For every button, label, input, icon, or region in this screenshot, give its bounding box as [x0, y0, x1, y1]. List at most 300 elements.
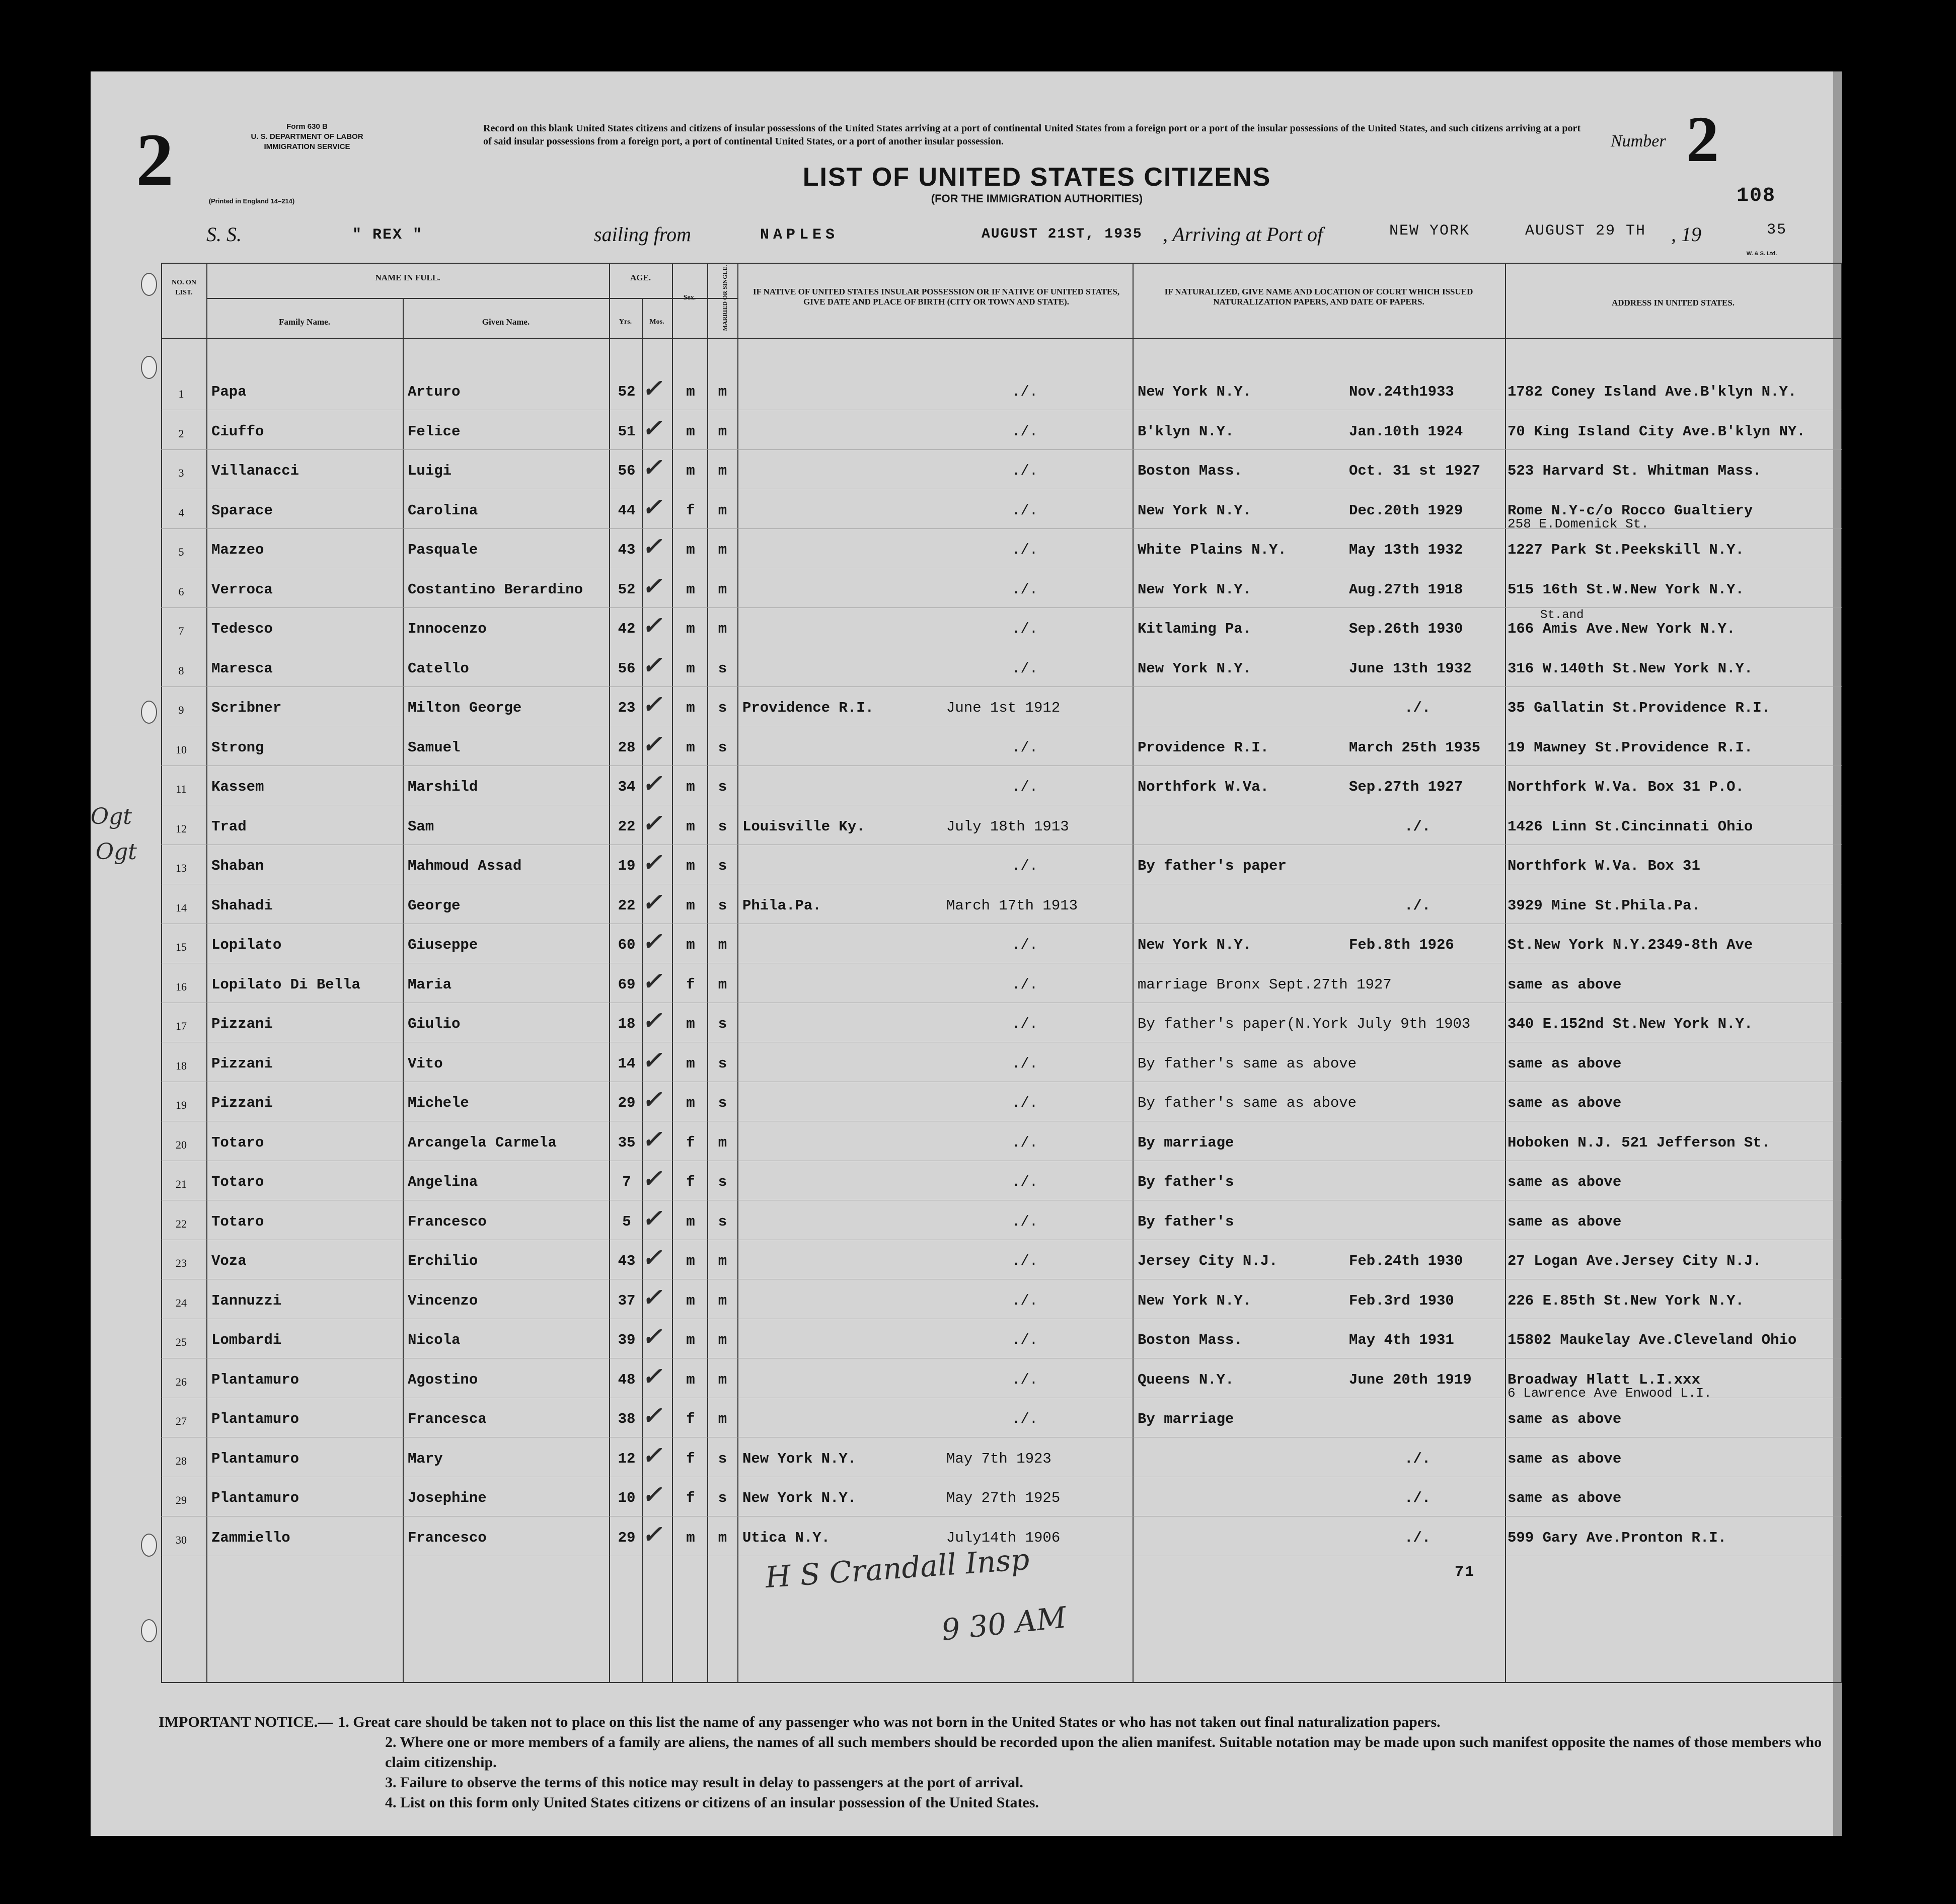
- check-mark-icon: ✓: [642, 967, 662, 996]
- cell-no: 11: [176, 783, 187, 795]
- cell-birth-date: ./.: [1012, 463, 1038, 479]
- check-mark-icon: ✓: [642, 691, 662, 719]
- arrive-date: AUGUST 29 TH: [1525, 222, 1646, 240]
- cell-birth-date: ./.: [1012, 779, 1038, 795]
- number-label: Number: [1611, 132, 1666, 150]
- cell-family: Plantamuro: [211, 1450, 299, 1467]
- cell-no: 25: [176, 1336, 187, 1348]
- notice-item-1: 1. Great care should be taken not to place on this list the name of any passenger who was not born in the United States or who has not taken out final naturalization papers.: [338, 1714, 1441, 1730]
- notice-item-3: 3. Failure to observe the terms of this notice may result in delay to passengers at the port of arrival.: [385, 1774, 1023, 1791]
- cell-court: By father's: [1138, 1213, 1234, 1230]
- cell-no: 20: [176, 1138, 187, 1151]
- cell-birth-date: March 17th 1913: [946, 897, 1078, 914]
- cell-nat-date: Jan.10th 1924: [1349, 423, 1463, 440]
- cell-given: Francesco: [408, 1529, 487, 1546]
- inspection-time: 9 30 AM: [940, 1600, 1068, 1647]
- cell-ms: m: [718, 502, 727, 519]
- cell-no: 21: [176, 1178, 187, 1190]
- cell-nat-date: ./.: [1404, 700, 1431, 716]
- check-mark-icon: ✓: [642, 888, 662, 917]
- cell-given: Milton George: [408, 700, 522, 716]
- cell-family: Ciuffo: [211, 423, 264, 440]
- cell-sex: m: [686, 1055, 695, 1072]
- manifest-sheet: [91, 71, 1842, 1836]
- cell-court: New York N.Y.: [1138, 937, 1252, 953]
- sheet-number: 2: [136, 118, 174, 202]
- cell-age: 19: [618, 858, 636, 874]
- cell-address: same as above: [1508, 1213, 1622, 1230]
- cell-given: Erchilio: [408, 1253, 478, 1269]
- sail-date: AUGUST 21ST, 1935: [982, 226, 1143, 242]
- cell-address: Northfork W.Va. Box 31 P.O.: [1508, 779, 1744, 795]
- cell-age: 52: [618, 581, 636, 598]
- cell-nat-date: ./.: [1404, 818, 1431, 835]
- cell-ms: m: [718, 1411, 727, 1427]
- col-rule-6: [707, 263, 708, 1682]
- cell-age: 29: [618, 1095, 636, 1111]
- cell-family: Sparace: [211, 502, 273, 519]
- sailing-label: sailing from: [594, 223, 691, 246]
- cell-no: 8: [178, 664, 184, 677]
- cell-no: 17: [176, 1020, 187, 1032]
- cell-address: same as above: [1508, 1490, 1622, 1506]
- cell-ms: m: [718, 581, 727, 598]
- cell-family: Verrocа: [211, 581, 273, 598]
- cell-family: Mazzeo: [211, 542, 264, 558]
- cell-family: Totaro: [211, 1213, 264, 1230]
- cell-family: Trad: [211, 818, 247, 835]
- cell-address: 19 Mawney St.Providence R.I.: [1508, 739, 1753, 756]
- cell-address: 515 16th St.W.New York N.Y.: [1508, 581, 1744, 598]
- binding-hole: [141, 356, 157, 379]
- printer-mark: W. & S. Ltd.: [1746, 251, 1777, 257]
- arriving-label: , Arriving at Port of: [1163, 223, 1323, 246]
- cell-sex: m: [686, 897, 695, 914]
- cell-given: Samuel: [408, 739, 461, 756]
- printed-note: (Printed in England 14–214): [208, 197, 295, 205]
- cell-family: Plantamuro: [211, 1411, 299, 1427]
- inspector-signature: H S Crandall Insp: [764, 1542, 1031, 1595]
- cell-address: 523 Harvard St. Whitman Mass.: [1508, 463, 1762, 479]
- cell-family: Plantamuro: [211, 1371, 299, 1388]
- cell-birth-place: Louisville Ky.: [742, 818, 865, 835]
- cell-no: 3: [178, 467, 184, 479]
- cell-court: Queens N.Y.: [1138, 1371, 1234, 1388]
- cell-birth-date: ./.: [1012, 1292, 1038, 1309]
- cell-nat-date: Nov.24th1933: [1349, 384, 1454, 400]
- cell-family: Shaban: [211, 858, 264, 874]
- check-mark-icon: ✓: [642, 1204, 662, 1233]
- cell-sex: m: [686, 1095, 695, 1111]
- cell-age: 60: [618, 937, 636, 953]
- cell-address: Hoboken N.J. 521 Jefferson St.: [1508, 1134, 1771, 1151]
- check-mark-icon: ✓: [642, 1323, 662, 1351]
- check-mark-icon: ✓: [642, 849, 662, 877]
- cell-age: 44: [618, 502, 636, 519]
- cell-ms: s: [718, 739, 727, 756]
- hdr-sex: Sex.: [683, 294, 696, 301]
- binding-hole: [141, 273, 157, 296]
- check-mark-icon: ✓: [642, 612, 662, 640]
- cell-sex: m: [686, 779, 695, 795]
- cell-ms: s: [718, 1213, 727, 1230]
- header-bottom-rule: [161, 338, 1842, 339]
- cell-age: 22: [618, 818, 636, 835]
- cell-given: Francesca: [408, 1411, 487, 1427]
- number-value: 2: [1686, 103, 1719, 176]
- cell-age: 29: [618, 1529, 636, 1546]
- cell-birth-place: Utica N.Y.: [742, 1529, 831, 1546]
- check-mark-icon: ✓: [642, 1402, 662, 1430]
- cell-nat-date: ./.: [1404, 1529, 1431, 1546]
- cell-family: Iannuzzi: [211, 1292, 282, 1309]
- cell-age: 39: [618, 1332, 636, 1348]
- check-mark-icon: ✓: [642, 1520, 662, 1549]
- cell-nat-date: Sep.26th 1930: [1349, 621, 1463, 637]
- year-suffix: 35: [1767, 221, 1787, 239]
- cell-no: 14: [176, 901, 187, 914]
- cell-sex: f: [686, 1490, 695, 1506]
- cell-given: Costantino Berardino: [408, 581, 583, 598]
- cell-given: Angelina: [408, 1174, 478, 1190]
- cell-address: 70 King Island City Ave.B'klyn NY.: [1508, 423, 1805, 440]
- cell-age: 56: [618, 463, 636, 479]
- col-rule-1: [206, 263, 207, 1682]
- cell-court: Jersey City N.J.: [1138, 1253, 1278, 1269]
- cell-family: Strong: [211, 739, 264, 756]
- cell-no: 18: [176, 1059, 187, 1072]
- cell-court: New York N.Y.: [1138, 384, 1252, 400]
- cell-court: By marriage: [1138, 1411, 1234, 1427]
- cell-sex: m: [686, 463, 695, 479]
- cell-age: 35: [618, 1134, 636, 1151]
- cell-birth-date: ./.: [1012, 1055, 1038, 1072]
- cell-age: 23: [618, 700, 636, 716]
- cell-ms: m: [718, 937, 727, 953]
- port-from: NAPLES: [760, 226, 839, 244]
- check-mark-icon: ✓: [642, 770, 662, 798]
- cell-court: By father's same as above: [1138, 1055, 1357, 1072]
- cell-given: Maria: [408, 976, 452, 993]
- cell-birth-date: ./.: [1012, 1134, 1038, 1151]
- cell-family: Totaro: [211, 1174, 264, 1190]
- cell-nat-date: June 13th 1932: [1349, 660, 1472, 677]
- cell-address: 35 Gallatin St.Providence R.I.: [1508, 700, 1771, 716]
- cell-no: 2: [178, 427, 184, 440]
- cell-no: 7: [178, 625, 184, 637]
- col-rule-7: [737, 263, 738, 1682]
- cell-no: 19: [176, 1099, 187, 1111]
- cell-no: 5: [178, 546, 184, 558]
- cell-given: Innocenzo: [408, 621, 487, 637]
- cell-given: Vito: [408, 1055, 443, 1072]
- cell-address-line2: 6 Lawrence Ave Enwood L.I.: [1508, 1385, 1712, 1401]
- cell-ms: s: [718, 1016, 727, 1032]
- cell-birth-date: ./.: [1012, 1174, 1038, 1190]
- cell-given: Felice: [408, 423, 461, 440]
- cell-court: White Plains N.Y.: [1138, 542, 1287, 558]
- check-mark-icon: ✓: [642, 1481, 662, 1509]
- cell-address: 15802 Maukelay Ave.Cleveland Ohio: [1508, 1332, 1797, 1348]
- cell-birth-date: ./.: [1012, 423, 1038, 440]
- cell-age: 42: [618, 621, 636, 637]
- cell-family: Pizzani: [211, 1055, 273, 1072]
- binding-hole: [141, 1534, 157, 1557]
- check-mark-icon: ✓: [642, 532, 662, 561]
- cell-address: same as above: [1508, 1055, 1622, 1072]
- row-rule: [161, 449, 1842, 450]
- cell-court: By father's paper(N.York July 9th 1903: [1138, 1016, 1471, 1032]
- year-prefix: , 19: [1671, 223, 1701, 246]
- cell-given: Vincenzo: [408, 1292, 478, 1309]
- cell-birth-date: ./.: [1012, 1213, 1038, 1230]
- hdr-married: MARRIED OR SINGLE.: [721, 265, 728, 331]
- cell-birth-date: July 18th 1913: [946, 818, 1069, 835]
- cell-age: 69: [618, 976, 636, 993]
- col-rule-2: [403, 298, 404, 1682]
- cell-sex: m: [686, 700, 695, 716]
- cell-sex: f: [686, 502, 695, 519]
- cell-address: 316 W.140th St.New York N.Y.: [1508, 660, 1753, 677]
- cell-sex: m: [686, 1529, 695, 1546]
- cell-ms: m: [718, 542, 727, 558]
- cell-address: 1426 Linn St.Cincinnati Ohio: [1508, 818, 1753, 835]
- cell-address: St.New York N.Y.2349-8th Ave: [1508, 937, 1753, 953]
- form-title: LIST OF UNITED STATES CITIZENS: [802, 163, 1271, 192]
- cell-birth-date: May 7th 1923: [946, 1450, 1051, 1467]
- cell-no: 9: [178, 704, 184, 716]
- cell-given: Luigi: [408, 463, 452, 479]
- check-mark-icon: ✓: [642, 1441, 662, 1470]
- cell-age: 51: [618, 423, 636, 440]
- cell-court: By father's paper: [1138, 858, 1287, 874]
- cell-ms: s: [718, 660, 727, 677]
- cell-age: 7: [622, 1174, 631, 1190]
- cell-sex: m: [686, 858, 695, 874]
- cell-court: marriage Bronx Sept.27th 1927: [1138, 976, 1392, 993]
- cell-no: 23: [176, 1257, 187, 1269]
- cell-ms: s: [718, 1490, 727, 1506]
- cell-ms: m: [718, 423, 727, 440]
- cell-family: Villanacci: [211, 463, 299, 479]
- cell-address: 226 E.85th St.New York N.Y.: [1508, 1292, 1744, 1309]
- cell-nat-date: May 13th 1932: [1349, 542, 1463, 558]
- cell-sex: m: [686, 621, 695, 637]
- binding-hole: [141, 1619, 157, 1642]
- cell-given: Josephine: [408, 1490, 487, 1506]
- cell-address: 340 E.152nd St.New York N.Y.: [1508, 1016, 1753, 1032]
- cell-no: 29: [176, 1494, 187, 1506]
- cell-sex: m: [686, 1253, 695, 1269]
- cell-birth-date: ./.: [1012, 660, 1038, 677]
- check-mark-icon: ✓: [642, 651, 662, 679]
- cell-ms: s: [718, 1174, 727, 1190]
- cell-no: 13: [176, 862, 187, 874]
- hdr-no: NO. ON LIST.: [172, 279, 196, 296]
- cell-given: George: [408, 897, 461, 914]
- check-mark-icon: ✓: [642, 1165, 662, 1193]
- cell-sex: m: [686, 818, 695, 835]
- cell-ms: m: [718, 1529, 727, 1546]
- hdr-family-name: Family Name.: [279, 317, 330, 327]
- form-number: Form 630 B U. S. DEPARTMENT OF LABOR IMMIGRATION SERVICE: [251, 122, 363, 151]
- check-mark-icon: ✓: [642, 1125, 662, 1154]
- cell-address: 1782 Coney Island Ave.B'klyn N.Y.: [1508, 384, 1797, 400]
- cell-ms: m: [718, 1371, 727, 1388]
- cell-address: 3929 Mine St.Phila.Pa.: [1508, 897, 1700, 914]
- check-mark-icon: ✓: [642, 1244, 662, 1272]
- margin-note: Ogt: [96, 839, 137, 865]
- cell-ms: s: [718, 897, 727, 914]
- cell-family: Kassem: [211, 779, 264, 795]
- cell-age: 10: [618, 1490, 636, 1506]
- cell-ms: m: [718, 1134, 727, 1151]
- cell-court: Northfork W.Va.: [1138, 779, 1269, 795]
- important-notice: [159, 1712, 1830, 1813]
- cell-given: Mary: [408, 1450, 443, 1467]
- cell-given: Francesco: [408, 1213, 487, 1230]
- cell-ms: s: [718, 858, 727, 874]
- cell-birth-place: New York N.Y.: [742, 1450, 857, 1467]
- cell-sex: m: [686, 384, 695, 400]
- cell-address: 1227 Park St.Peekskill N.Y.: [1508, 542, 1744, 558]
- cell-nat-date: Feb.8th 1926: [1349, 937, 1454, 953]
- table-bottom-rule: [161, 1682, 1842, 1683]
- cell-birth-date: ./.: [1012, 621, 1038, 637]
- cell-age: 52: [618, 384, 636, 400]
- cell-court: New York N.Y.: [1138, 581, 1252, 598]
- cell-sex: f: [686, 1450, 695, 1467]
- form-subtitle: (FOR THE IMMIGRATION AUTHORITIES): [931, 192, 1143, 205]
- cell-no: 30: [176, 1533, 187, 1546]
- hdr-given-name: Given Name.: [482, 317, 530, 327]
- cell-ms: m: [718, 1292, 727, 1309]
- table-top-rule: [161, 263, 1842, 264]
- cell-given: Sam: [408, 818, 434, 835]
- col-rule-5: [672, 263, 673, 1682]
- cell-age: 5: [622, 1213, 631, 1230]
- cell-age: 38: [618, 1411, 636, 1427]
- cell-court: Providence R.I.: [1138, 739, 1269, 756]
- cell-no: 27: [176, 1415, 187, 1427]
- cell-ms: s: [718, 1055, 727, 1072]
- cell-address: same as above: [1508, 1411, 1622, 1427]
- cell-age: 18: [618, 1016, 636, 1032]
- cell-address-line2: 258 E.Domenick St.: [1508, 516, 1649, 531]
- cell-address-note: St.and: [1540, 608, 1584, 622]
- cell-family: Zammiello: [211, 1529, 290, 1546]
- cell-birth-place: Providence R.I.: [742, 700, 874, 716]
- cell-no: 15: [176, 941, 187, 953]
- cell-no: 24: [176, 1296, 187, 1309]
- name-age-subrule: [206, 298, 737, 299]
- cell-birth-date: ./.: [1012, 384, 1038, 400]
- notice-item-4: 4. List on this form only United States citizens or citizens of an insular possession of the United States.: [385, 1794, 1039, 1811]
- record-instruction: Record on this blank United States citizens and citizens of insular possessions of the United States arriving at a port of continental United States from a foreign port or a port of the insular possessions of the United States, and such citizens arriving at a port of said insular possessions from a foreign port, a port of continental United States, or a port of another insular possession.: [483, 123, 1581, 147]
- cell-birth-date: ./.: [1012, 1411, 1038, 1427]
- cell-birth-date: ./.: [1012, 1332, 1038, 1348]
- check-mark-icon: ✓: [642, 453, 662, 482]
- cell-age: 56: [618, 660, 636, 677]
- binding-hole: [141, 701, 157, 724]
- cell-no: 26: [176, 1375, 187, 1388]
- cell-age: 37: [618, 1292, 636, 1309]
- cell-address: Broadway Hlatt L.I.xxx: [1508, 1371, 1700, 1388]
- col-rule-3: [609, 263, 610, 1682]
- cell-age: 48: [618, 1371, 636, 1388]
- cell-birth-date: ./.: [1012, 1095, 1038, 1111]
- cell-sex: m: [686, 423, 695, 440]
- cell-address: same as above: [1508, 1174, 1622, 1190]
- cell-sex: f: [686, 1134, 695, 1151]
- cell-family: Papa: [211, 384, 247, 400]
- cell-birth-date: ./.: [1012, 937, 1038, 953]
- cell-family: Scribner: [211, 700, 282, 716]
- cell-court: Boston Mass.: [1138, 463, 1243, 479]
- check-mark-icon: ✓: [642, 1086, 662, 1114]
- cell-ms: m: [718, 976, 727, 993]
- hdr-birth: IF NATIVE OF UNITED STATES INSULAR POSSESSION OR IF NATIVE OF UNITED STATES, GIVE DATE AND PLACE OF BIRTH (CITY OR TOWN AND STATE).: [753, 287, 1120, 307]
- col-rule-8: [1133, 263, 1134, 1682]
- cell-family: Pizzani: [211, 1095, 273, 1111]
- cell-birth-date: July14th 1906: [946, 1529, 1061, 1546]
- cell-sex: f: [686, 1411, 695, 1427]
- cell-nat-date: ./.: [1404, 897, 1431, 914]
- cell-given: Mahmoud Assad: [408, 858, 522, 874]
- check-mark-icon: ✓: [642, 414, 662, 442]
- cell-court: By marriage: [1138, 1134, 1234, 1151]
- cell-birth-date: ./.: [1012, 581, 1038, 598]
- hdr-naturalized: IF NATURALIZED, GIVE NAME AND LOCATION OF COURT WHICH ISSUED NATURALIZATION PAPERS, AND DATE OF PAPERS.: [1164, 287, 1473, 307]
- hdr-yrs: Yrs.: [619, 318, 632, 326]
- cell-sex: m: [686, 1292, 695, 1309]
- cell-sex: f: [686, 1174, 695, 1190]
- cell-sex: m: [686, 581, 695, 598]
- cell-birth-date: May 27th 1925: [946, 1490, 1061, 1506]
- cell-no: 1: [178, 388, 184, 400]
- cell-birth-date: ./.: [1012, 976, 1038, 993]
- cell-family: Shahadi: [211, 897, 273, 914]
- cell-ms: s: [718, 1095, 727, 1111]
- check-mark-icon: ✓: [642, 928, 662, 956]
- cell-age: 43: [618, 542, 636, 558]
- cell-age: 14: [618, 1055, 636, 1072]
- cell-given: Marshild: [408, 779, 478, 795]
- ss-label: S. S.: [206, 223, 242, 246]
- row-rule: [161, 607, 1842, 608]
- cell-sex: m: [686, 1213, 695, 1230]
- cell-ms: m: [718, 1332, 727, 1348]
- cell-age: 28: [618, 739, 636, 756]
- cell-family: Tedesco: [211, 621, 273, 637]
- notice-label: IMPORTANT NOTICE.—: [159, 1714, 333, 1730]
- check-mark-icon: ✓: [642, 809, 662, 837]
- cell-no: 16: [176, 980, 187, 993]
- check-mark-icon: ✓: [642, 1007, 662, 1035]
- cell-address: Rome N.Y-c/o Rocco Gualtiery: [1508, 502, 1753, 519]
- cell-nat-date: ./.: [1404, 1450, 1431, 1467]
- cell-nat-date: Sep.27th 1927: [1349, 779, 1463, 795]
- cell-ms: m: [718, 621, 727, 637]
- cell-birth-date: ./.: [1012, 1253, 1038, 1269]
- notice-item-2: 2. Where one or more members of a family are aliens, the names of all such members should be recorded upon the alien manifest. Suitable notation may be made upon such manifest opposite the names of those members who claim citizenship.: [385, 1734, 1822, 1771]
- cell-court: New York N.Y.: [1138, 660, 1252, 677]
- cell-nat-date: Oct. 31 st 1927: [1349, 463, 1481, 479]
- check-mark-icon: ✓: [642, 1362, 662, 1391]
- check-mark-icon: ✓: [642, 1283, 662, 1312]
- cell-ms: m: [718, 1253, 727, 1269]
- check-mark-icon: ✓: [642, 493, 662, 521]
